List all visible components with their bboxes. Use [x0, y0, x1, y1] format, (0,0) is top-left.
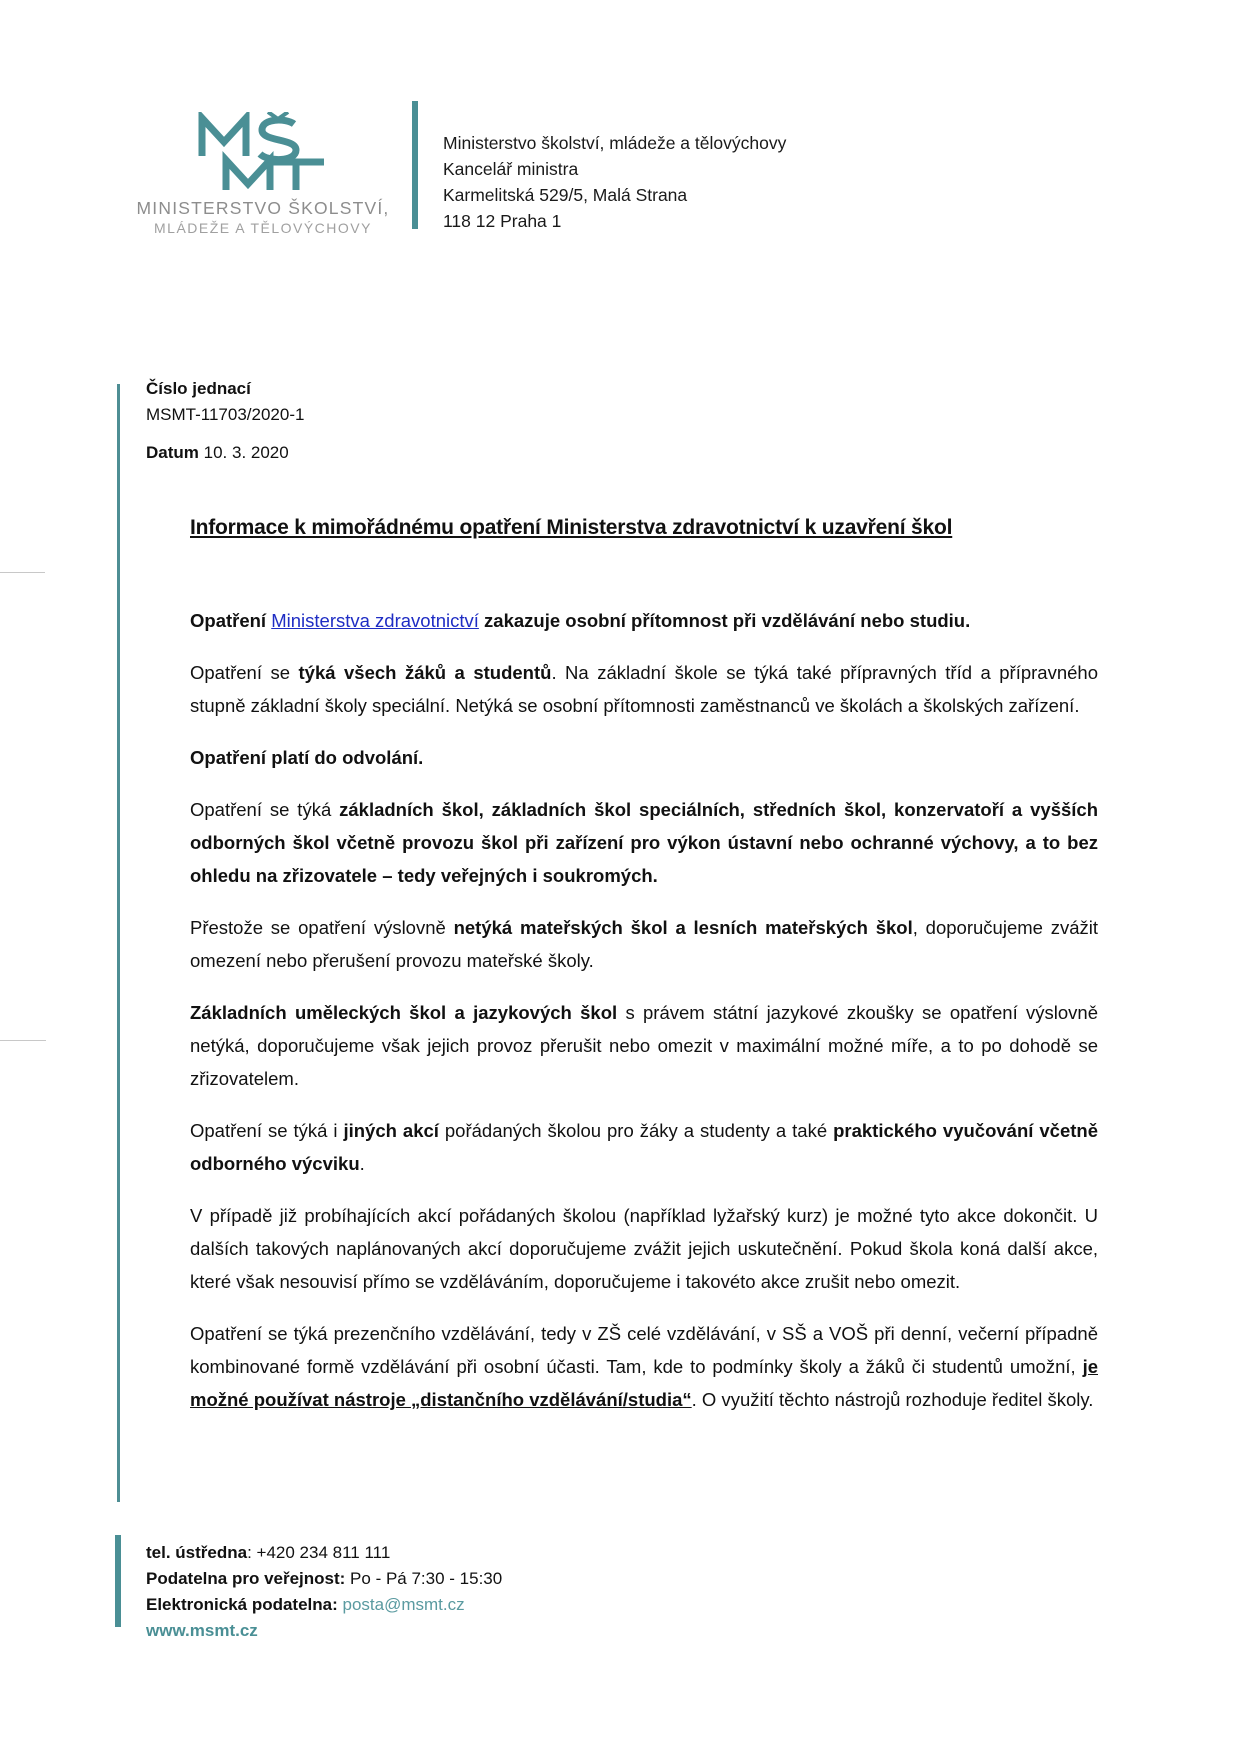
- case-number-label: Číslo jednací: [146, 379, 251, 398]
- text: Přestože se opatření výslovně: [190, 917, 454, 938]
- bold-text: jiných akcí: [343, 1120, 439, 1141]
- header-accent-bar: [412, 101, 418, 229]
- paragraph: [190, 793, 1098, 892]
- address-line: Ministerstvo školství, mládeže a tělovýchovy: [443, 133, 787, 153]
- text: s právem státní jazykové zkoušky se opatření výslovně netýká, doporučujeme však jejich provoz přerušit nebo omezit v maximální možné míře, a to po dohodě se zřizovatelem.: [190, 1002, 1099, 1089]
- text: Opatření se týká prezenčního vzdělávání, tedy v ZŠ celé vzdělávání, v SŠ a VOŠ při denní, večerní případně kombinované formě vzdělávání při osobní účasti. Tam, kde to podmínky školy a žáků či studentů umožní,: [190, 1323, 1098, 1377]
- office-value: Po - Pá 7:30 - 15:30: [345, 1569, 503, 1588]
- footer-contacts: [146, 1540, 502, 1644]
- bold-text: týká všech žáků a studentů: [298, 662, 552, 683]
- paragraph: [190, 656, 1098, 722]
- office-label: Podatelna pro veřejnost:: [146, 1569, 346, 1588]
- text: . O využití těchto nástrojů rozhoduje ředitel školy.: [691, 1389, 1094, 1410]
- ministry-of-health-link[interactable]: Ministerstva zdravotnictví: [271, 610, 479, 631]
- text: Opatření se týká: [190, 799, 340, 820]
- epodatelna-label: Elektronická podatelna:: [146, 1595, 338, 1614]
- text: Opatření: [190, 610, 272, 631]
- footer-accent-bar: [115, 1535, 121, 1627]
- bold-text: netýká mateřských škol a lesních mateřských škol: [453, 917, 913, 938]
- phone-value: : +420 234 811 111: [247, 1543, 391, 1562]
- paragraph: [190, 1199, 1098, 1298]
- email-link[interactable]: posta@msmt.cz: [342, 1595, 465, 1614]
- text: Opatření se: [190, 662, 299, 683]
- address-line: Kancelář ministra: [443, 159, 579, 179]
- address-line: 118 12 Praha 1: [443, 211, 562, 231]
- msmt-logo: [128, 112, 398, 242]
- msmt-logo-mark-icon: [196, 112, 326, 192]
- paragraph: [190, 996, 1098, 1095]
- paragraph: [190, 741, 1098, 774]
- left-accent-line: [117, 384, 120, 1502]
- text: Opatření se týká i: [190, 1120, 344, 1141]
- paragraph: [190, 1114, 1098, 1180]
- paragraph: [190, 604, 1098, 637]
- phone-row: [146, 1540, 502, 1566]
- bold-text: základních škol, základních škol speciálních, středních škol, konzervatoří a vyšších odborných škol včetně provozu škol při zařízení pro výkon ústavní nebo ochranné výchovy, a to bez ohledu na zřizovatele – tedy veřejných i soukromých.: [190, 799, 1098, 886]
- text: pořádaných školou pro žáky a studenty a také: [438, 1120, 834, 1141]
- text: , doporučujeme zvážit omezení nebo přerušení provozu mateřské školy.: [190, 917, 1099, 971]
- document-title: Informace k mimořádnému opatření Ministerstva zdravotnictví k uzavření škol: [190, 516, 953, 539]
- text: V případě již probíhajících akcí pořádaných školou (například lyžařský kurz) je možné tyto akce dokončit. U dalších takových naplánovaných akcí doporučujeme zvážit jejich uskutečnění. Pokud škola koná další akce, které však nesouvisí přímo se vzděláváním, doporučujeme i takovéto akce zrušit nebo omezit.: [190, 1205, 1098, 1292]
- paragraph: [190, 911, 1098, 977]
- date-label: Datum: [146, 443, 199, 462]
- bold-text: Opatření platí do odvolání.: [190, 747, 424, 768]
- fold-mark: [0, 1040, 46, 1041]
- bold-text: Základních uměleckých škol a jazykových škol: [190, 1002, 618, 1023]
- office-hours-row: [146, 1566, 502, 1592]
- phone-label: tel. ústředna: [146, 1543, 248, 1562]
- date-value: 10. 3. 2020: [203, 443, 289, 462]
- paragraph: [190, 1317, 1098, 1416]
- text: zakazuje osobní přítomnost při vzdělávání nebo studiu.: [478, 610, 971, 631]
- website-link[interactable]: www.msmt.cz: [146, 1621, 258, 1640]
- text: .: [359, 1153, 365, 1174]
- address-line: Karmelitská 529/5, Malá Strana: [443, 185, 688, 205]
- date-row: [146, 440, 304, 466]
- epodatelna-row: [146, 1592, 502, 1618]
- logo-line1: MINISTERSTVO ŠKOLSTVÍ,: [136, 198, 390, 218]
- document-references: [146, 376, 304, 466]
- document-body: [190, 604, 1098, 1435]
- bold-text: praktického vyučování včetně odborného výcviku: [190, 1120, 1099, 1174]
- fold-mark: [0, 572, 45, 573]
- case-number-value: MSMT-11703/2020-1: [146, 405, 305, 424]
- sender-address: [443, 130, 786, 234]
- text: . Na základní škole se týká také přípravných tříd a přípravného stupně základní školy speciální. Netýká se osobní přítomnosti zaměstnanců ve školách a školských zařízení.: [190, 662, 1098, 716]
- logo-line2: MLÁDEŽE A TĚLOVÝCHOVY: [154, 220, 372, 236]
- underlined-bold-text: je možné používat nástroje „distančního vzdělávání/studia“: [190, 1356, 1098, 1410]
